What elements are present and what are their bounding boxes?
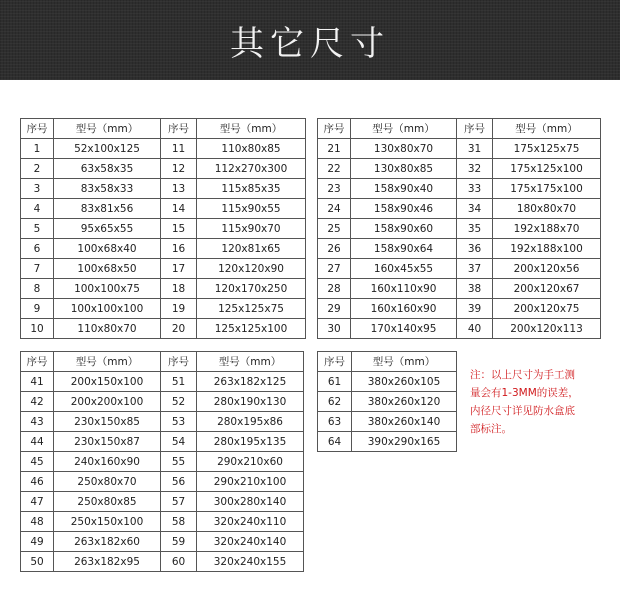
measurement-note — [470, 366, 610, 438]
title-banner — [0, 0, 620, 80]
model-size-cell: 158x90x64 — [351, 239, 457, 259]
index-cell: 21 — [318, 139, 351, 159]
index-cell: 26 — [318, 239, 351, 259]
model-size-cell: 390x290x165 — [352, 432, 457, 452]
table-row — [318, 199, 601, 219]
table-row — [318, 372, 457, 392]
model-size-cell: 115x90x55 — [197, 199, 306, 219]
table-row — [21, 219, 306, 239]
model-size-cell: 158x90x40 — [351, 179, 457, 199]
table-row — [318, 179, 601, 199]
header-model: 型号（mm） — [197, 119, 306, 139]
index-cell: 45 — [21, 452, 54, 472]
header-index: 序号 — [21, 352, 54, 372]
table-row — [21, 179, 306, 199]
model-size-cell: 175x125x100 — [493, 159, 601, 179]
index-cell: 31 — [457, 139, 493, 159]
table-header-row — [318, 119, 601, 139]
header-index: 序号 — [318, 119, 351, 139]
table-row — [21, 432, 304, 452]
model-size-cell: 120x81x65 — [197, 239, 306, 259]
model-size-cell: 158x90x46 — [351, 199, 457, 219]
table-row — [21, 259, 306, 279]
size-table-41-60 — [20, 351, 304, 572]
table-header-row — [318, 352, 457, 372]
index-cell: 4 — [21, 199, 54, 219]
index-cell: 24 — [318, 199, 351, 219]
model-size-cell: 230x150x85 — [54, 412, 161, 432]
table-row — [318, 259, 601, 279]
model-size-cell: 100x100x75 — [54, 279, 161, 299]
table-row — [318, 219, 601, 239]
model-size-cell: 83x58x33 — [54, 179, 161, 199]
model-size-cell: 300x280x140 — [197, 492, 304, 512]
model-size-cell: 200x120x67 — [493, 279, 601, 299]
model-size-cell: 125x125x75 — [197, 299, 306, 319]
table-row — [21, 492, 304, 512]
model-size-cell: 170x140x95 — [351, 319, 457, 339]
index-cell: 56 — [161, 472, 197, 492]
index-cell: 43 — [21, 412, 54, 432]
model-size-cell: 280x190x130 — [197, 392, 304, 412]
model-size-cell: 180x80x70 — [493, 199, 601, 219]
table-row — [318, 392, 457, 412]
index-cell: 23 — [318, 179, 351, 199]
index-cell: 2 — [21, 159, 54, 179]
model-size-cell: 290x210x100 — [197, 472, 304, 492]
table-row — [21, 139, 306, 159]
model-size-cell: 160x160x90 — [351, 299, 457, 319]
header-index: 序号 — [161, 119, 197, 139]
model-size-cell: 250x150x100 — [54, 512, 161, 532]
header-model: 型号（mm） — [54, 119, 161, 139]
model-size-cell: 263x182x95 — [54, 552, 161, 572]
model-size-cell: 192x188x100 — [493, 239, 601, 259]
size-table-21-40 — [317, 118, 601, 339]
table-row — [318, 239, 601, 259]
table-row — [21, 279, 306, 299]
table-row — [21, 319, 306, 339]
index-cell: 55 — [161, 452, 197, 472]
model-size-cell: 160x45x55 — [351, 259, 457, 279]
note-line: 内径尺寸详见防水盒底 — [470, 405, 575, 417]
index-cell: 14 — [161, 199, 197, 219]
header-model: 型号（mm） — [493, 119, 601, 139]
model-size-cell: 320x240x155 — [197, 552, 304, 572]
table-row — [21, 412, 304, 432]
table-row — [21, 159, 306, 179]
index-cell: 22 — [318, 159, 351, 179]
model-size-cell: 125x125x100 — [197, 319, 306, 339]
index-cell: 40 — [457, 319, 493, 339]
model-size-cell: 110x80x85 — [197, 139, 306, 159]
model-size-cell: 100x100x100 — [54, 299, 161, 319]
index-cell: 46 — [21, 472, 54, 492]
index-cell: 19 — [161, 299, 197, 319]
model-size-cell: 320x240x110 — [197, 512, 304, 532]
index-cell: 3 — [21, 179, 54, 199]
index-cell: 7 — [21, 259, 54, 279]
index-cell: 11 — [161, 139, 197, 159]
index-cell: 48 — [21, 512, 54, 532]
model-size-cell: 280x195x86 — [197, 412, 304, 432]
model-size-cell: 95x65x55 — [54, 219, 161, 239]
index-cell: 20 — [161, 319, 197, 339]
index-cell: 42 — [21, 392, 54, 412]
index-cell: 12 — [161, 159, 197, 179]
index-cell: 33 — [457, 179, 493, 199]
model-size-cell: 250x80x85 — [54, 492, 161, 512]
model-size-cell: 230x150x87 — [54, 432, 161, 452]
index-cell: 32 — [457, 159, 493, 179]
size-table-1-20 — [20, 118, 306, 339]
model-size-cell: 63x58x35 — [54, 159, 161, 179]
table-row — [318, 279, 601, 299]
index-cell: 47 — [21, 492, 54, 512]
table-row — [21, 392, 304, 412]
model-size-cell: 100x68x50 — [54, 259, 161, 279]
index-cell: 54 — [161, 432, 197, 452]
index-cell: 41 — [21, 372, 54, 392]
model-size-cell: 200x150x100 — [54, 372, 161, 392]
table-row — [21, 239, 306, 259]
header-model: 型号（mm） — [197, 352, 304, 372]
model-size-cell: 130x80x85 — [351, 159, 457, 179]
table-row — [21, 372, 304, 392]
model-size-cell: 100x68x40 — [54, 239, 161, 259]
table-row — [21, 452, 304, 472]
header-model: 型号（mm） — [352, 352, 457, 372]
index-cell: 62 — [318, 392, 352, 412]
index-cell: 60 — [161, 552, 197, 572]
index-cell: 13 — [161, 179, 197, 199]
index-cell: 52 — [161, 392, 197, 412]
table-row — [21, 512, 304, 532]
model-size-cell: 263x182x60 — [54, 532, 161, 552]
page-title: 其它尺寸 — [230, 23, 390, 64]
index-cell: 53 — [161, 412, 197, 432]
header-index: 序号 — [457, 119, 493, 139]
model-size-cell: 158x90x60 — [351, 219, 457, 239]
index-cell: 35 — [457, 219, 493, 239]
model-size-cell: 263x182x125 — [197, 372, 304, 392]
model-size-cell: 380x260x120 — [352, 392, 457, 412]
index-cell: 51 — [161, 372, 197, 392]
index-cell: 6 — [21, 239, 54, 259]
index-cell: 9 — [21, 299, 54, 319]
model-size-cell: 175x125x75 — [493, 139, 601, 159]
table-row — [21, 299, 306, 319]
table-row — [318, 319, 601, 339]
table-row — [21, 552, 304, 572]
model-size-cell: 200x200x100 — [54, 392, 161, 412]
size-table-61-64 — [317, 351, 457, 452]
header-model: 型号（mm） — [54, 352, 161, 372]
index-cell: 17 — [161, 259, 197, 279]
model-size-cell: 290x210x60 — [197, 452, 304, 472]
index-cell: 63 — [318, 412, 352, 432]
index-cell: 16 — [161, 239, 197, 259]
model-size-cell: 320x240x140 — [197, 532, 304, 552]
index-cell: 28 — [318, 279, 351, 299]
index-cell: 34 — [457, 199, 493, 219]
note-line: 部标注。 — [470, 423, 512, 435]
index-cell: 44 — [21, 432, 54, 452]
table-row — [21, 472, 304, 492]
table-header-row — [21, 352, 304, 372]
index-cell: 37 — [457, 259, 493, 279]
index-cell: 64 — [318, 432, 352, 452]
model-size-cell: 83x81x56 — [54, 199, 161, 219]
model-size-cell: 200x120x56 — [493, 259, 601, 279]
index-cell: 38 — [457, 279, 493, 299]
header-model: 型号（mm） — [351, 119, 457, 139]
model-size-cell: 52x100x125 — [54, 139, 161, 159]
model-size-cell: 115x85x35 — [197, 179, 306, 199]
header-index: 序号 — [161, 352, 197, 372]
index-cell: 27 — [318, 259, 351, 279]
model-size-cell: 112x270x300 — [197, 159, 306, 179]
table-row — [318, 412, 457, 432]
header-index: 序号 — [318, 352, 352, 372]
model-size-cell: 380x260x140 — [352, 412, 457, 432]
model-size-cell: 280x195x135 — [197, 432, 304, 452]
table-row — [318, 159, 601, 179]
model-size-cell: 160x110x90 — [351, 279, 457, 299]
model-size-cell: 380x260x105 — [352, 372, 457, 392]
index-cell: 61 — [318, 372, 352, 392]
index-cell: 59 — [161, 532, 197, 552]
index-cell: 15 — [161, 219, 197, 239]
model-size-cell: 120x120x90 — [197, 259, 306, 279]
model-size-cell: 250x80x70 — [54, 472, 161, 492]
table-row — [318, 299, 601, 319]
header-index: 序号 — [21, 119, 54, 139]
index-cell: 57 — [161, 492, 197, 512]
index-cell: 36 — [457, 239, 493, 259]
model-size-cell: 120x170x250 — [197, 279, 306, 299]
index-cell: 30 — [318, 319, 351, 339]
index-cell: 8 — [21, 279, 54, 299]
table-row — [21, 199, 306, 219]
index-cell: 49 — [21, 532, 54, 552]
model-size-cell: 110x80x70 — [54, 319, 161, 339]
index-cell: 10 — [21, 319, 54, 339]
model-size-cell: 200x120x75 — [493, 299, 601, 319]
model-size-cell: 192x188x70 — [493, 219, 601, 239]
note-line: 注：以上尺寸为手工测 — [470, 369, 575, 381]
model-size-cell: 240x160x90 — [54, 452, 161, 472]
index-cell: 18 — [161, 279, 197, 299]
table-row — [21, 532, 304, 552]
index-cell: 5 — [21, 219, 54, 239]
index-cell: 25 — [318, 219, 351, 239]
model-size-cell: 175x175x100 — [493, 179, 601, 199]
index-cell: 58 — [161, 512, 197, 532]
model-size-cell: 200x120x113 — [493, 319, 601, 339]
index-cell: 1 — [21, 139, 54, 159]
index-cell: 50 — [21, 552, 54, 572]
index-cell: 39 — [457, 299, 493, 319]
note-line: 量会有1-3MM的误差， — [470, 387, 579, 399]
index-cell: 29 — [318, 299, 351, 319]
model-size-cell: 115x90x70 — [197, 219, 306, 239]
table-row — [318, 139, 601, 159]
model-size-cell: 130x80x70 — [351, 139, 457, 159]
table-header-row — [21, 119, 306, 139]
table-row — [318, 432, 457, 452]
